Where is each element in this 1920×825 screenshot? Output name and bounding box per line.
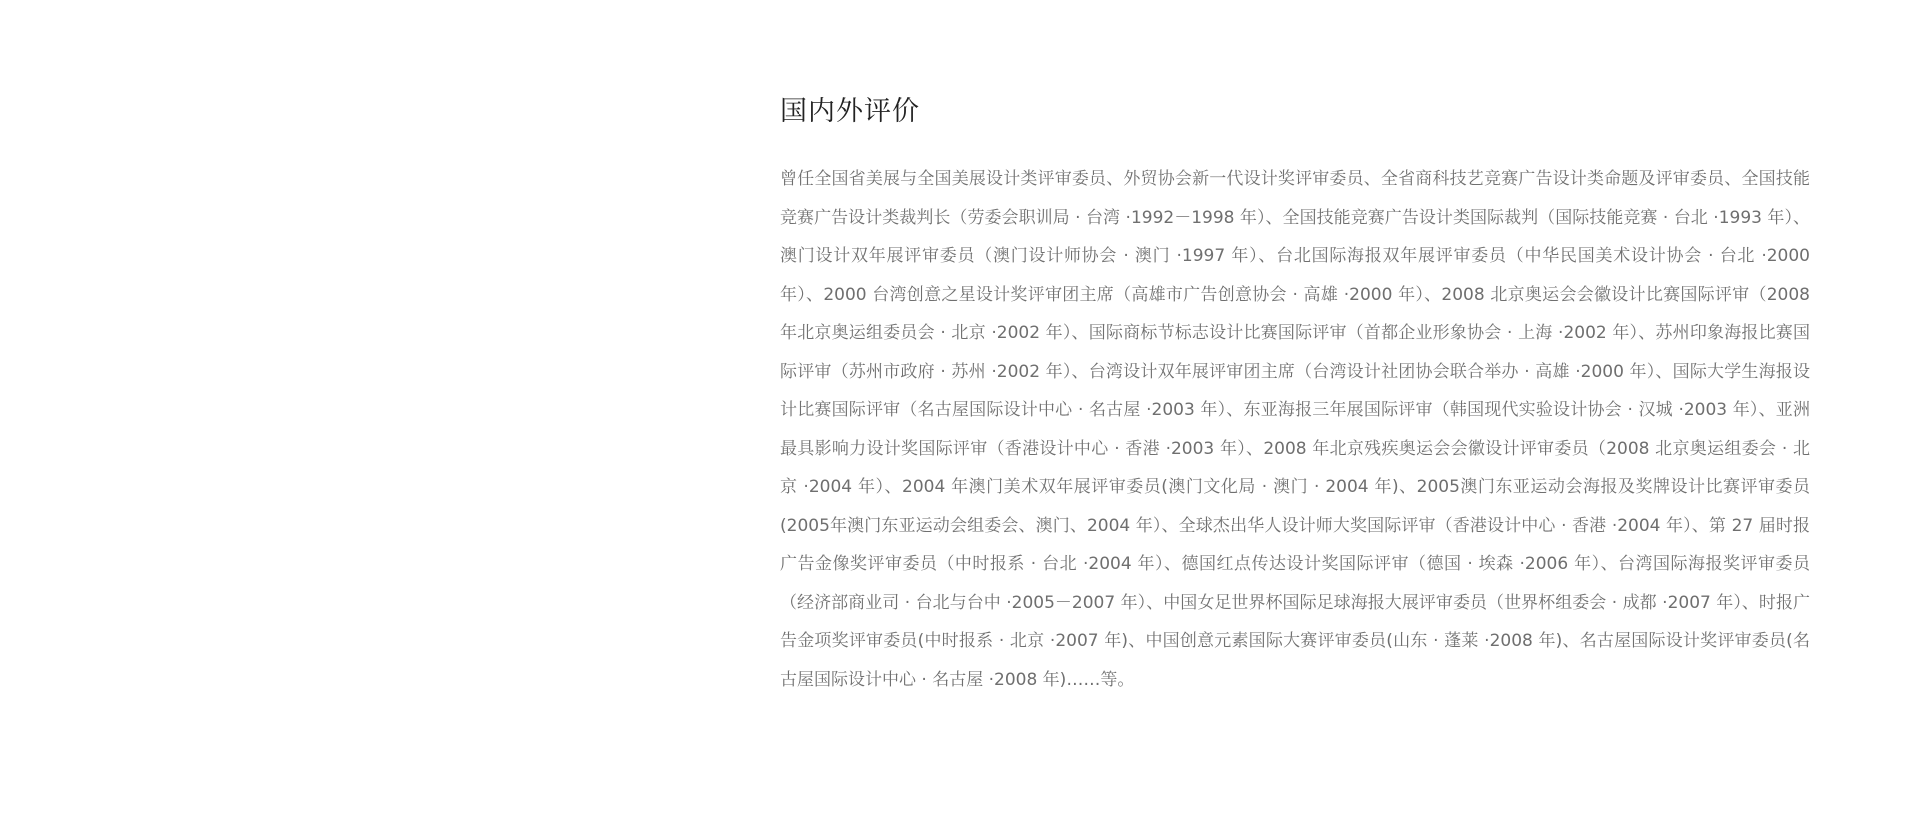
evaluation-section bbox=[780, 92, 1810, 699]
section-title: 国内外评价 bbox=[780, 96, 920, 127]
section-body-text: 曾任全国省美展与全国美展设计类评审委员、外贸协会新一代设计奖评审委员、全省商科技艺竞赛广告设计类命题及评审委员、全国技能竞赛广告设计类裁判长（劳委会职训局 · 台湾 ·1992－1998 年）、全国技能竞赛广告设计类国际裁判（国际技能竞赛 · 台北 ·1993 年）、澳门设计双年展评审委员（澳门设计师协会 · 澳门 ·1997 年）、台北国际海报双年展评审委员（中华民国美术设计协会 · 台北 ·2000 年）、2000 台湾创意之星设计奖评审团主席（高雄市广告创意协会 · 高雄 ·2000 年）、2008 北京奥运会会徽设计比赛国际评审（2008 年北京奥运组委员会 · 北京 ·2002 年）、国际商标节标志设计比赛国际评审（首都企业形象协会 · 上海 ·2002 年）、苏州印象海报比赛国际评审（苏州市政府 · 苏州 ·2002 年）、台湾设计双年展评审团主席（台湾设计社团协会联合举办 · 高雄 ·2000 年）、国际大学生海报设计比赛国际评审（名古屋国际设计中心 · 名古屋 ·2003 年）、东亚海报三年展国际评审（韩国现代实验设计协会 · 汉城 ·2003 年）、亚洲最具影响力设计奖国际评审（香港设计中心 · 香港 ·2003 年）、2008 年北京残疾奥运会会徽设计评审委员（2008 北京奥运组委会 · 北京 ·2004 年）、2004 年澳门美术双年展评审委员(澳门文化局 · 澳门 · 2004 年)、2005澳门东亚运动会海报及奖牌设计比赛评审委员(2005年澳门东亚运动会组委会、澳门、2004 年）、全球杰出华人设计师大奖国际评审（香港设计中心 · 香港 ·2004 年）、第 27 届时报广告金像奖评审委员（中时报系 · 台北 ·2004 年）、德国红点传达设计奖国际评审（德国 · 埃森 ·2006 年）、台湾国际海报奖评审委员（经济部商业司 · 台北与台中 ·2005－2007 年）、中国女足世界杯国际足球海报大展评审委员（世界杯组委会 · 成都 ·2007 年）、时报广告金项奖评审委员(中时报系 · 北京 ·2007 年)、中国创意元素国际大赛评审委员(山东 · 蓬莱 ·2008 年)、名古屋国际设计奖评审委员(名古屋国际设计中心 · 名古屋 ·2008 年)……等。 bbox=[780, 169, 1810, 690]
